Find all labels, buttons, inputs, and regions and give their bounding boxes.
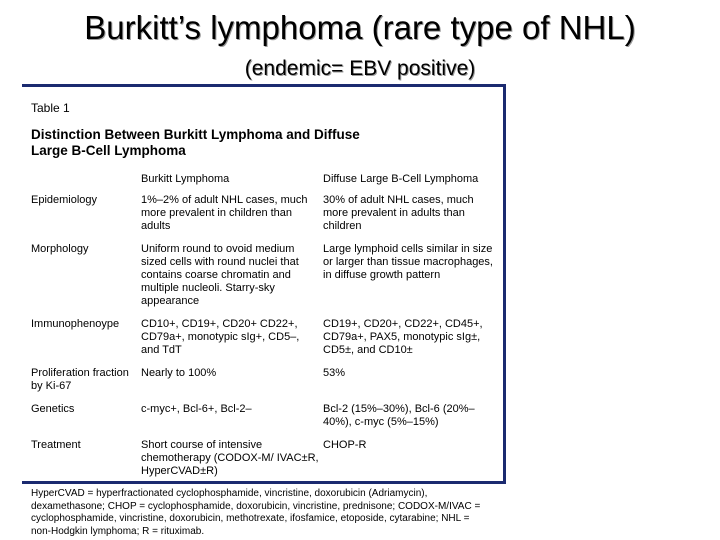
table-cell: 1%–2% of adult NHL cases, much more prevalent in children than adults [141, 194, 308, 232]
table-figure [22, 84, 506, 484]
row-label: Treatment [31, 439, 81, 451]
row-label: Epidemiology [31, 194, 98, 206]
table-cell: CD19+, CD20+, CD22+, CD45+, CD79a+, PAX5, monotypic sIg±, CD5±, and CD10± [323, 318, 483, 356]
table-cell: Large lymphoid cells similar in size or larger than tissue macrophages, in diffuse growth pattern [323, 243, 493, 281]
table-cell: c-myc+, Bcl-6+, Bcl-2– [141, 403, 252, 415]
row-label: Proliferation fraction by Ki-67 [31, 367, 129, 392]
row-label: Immunophenoype [31, 318, 120, 330]
table-row [31, 439, 499, 484]
table-number: Table 1 [31, 101, 70, 115]
table-heading: Distinction Between Burkitt Lymphoma and Diffuse Large B-Cell Lymphoma [31, 127, 360, 158]
table-header-row [31, 173, 499, 194]
row-label: Genetics [31, 403, 75, 415]
table-row [31, 403, 499, 439]
table-cell: Short course of intensive chemotherapy (CODOX-M/ IVAC±R, HyperCVAD±R) [141, 439, 319, 477]
comparison-table [31, 173, 499, 484]
table-row [31, 367, 499, 403]
table-row [31, 318, 499, 367]
column-header: Burkitt Lymphoma [141, 173, 230, 185]
table-footnote: HyperCVAD = hyperfractionated cyclophosphamide, vincristine, doxorubicin (Adriamycin), dexamethasone; CHOP = cyclophosphamide, doxorubicin, vincristine, prednisone; CODOX-M/IVAC = cyclophosphamide, vincristine, doxorubicin, methotrexate, ifosfamice, etoposide, cytarabine; NHL = non-Hodgkin lymphoma; R = rituximab. [31, 488, 481, 537]
row-label: Morphology [31, 243, 89, 255]
table-row [31, 194, 499, 243]
table-cell: 53% [323, 367, 346, 379]
table-cell: Bcl-2 (15%–30%), Bcl-6 (20%–40%), c-myc (5%–15%) [323, 403, 475, 428]
slide-title: Burkitt’s lymphoma (rare type of NHL) [84, 9, 636, 46]
table-cell: CHOP-R [323, 439, 367, 451]
table-row [31, 243, 499, 318]
slide-subtitle: (endemic= EBV positive) [244, 57, 476, 80]
table-cell: CD10+, CD19+, CD20+ CD22+, CD79a+, monotypic sIg+, CD5–, and TdT [141, 318, 300, 356]
column-header [31, 173, 141, 194]
table-cell: Nearly to 100% [141, 367, 217, 379]
table-cell: 30% of adult NHL cases, much more prevalent in adults than children [323, 194, 474, 232]
table-cell: Uniform round to ovoid medium sized cells with round nuclei that contains coarse chromatin and multiple nucleoli. Starry-sky appearance [141, 243, 299, 307]
column-header: Diffuse Large B-Cell Lymphoma [323, 173, 479, 185]
